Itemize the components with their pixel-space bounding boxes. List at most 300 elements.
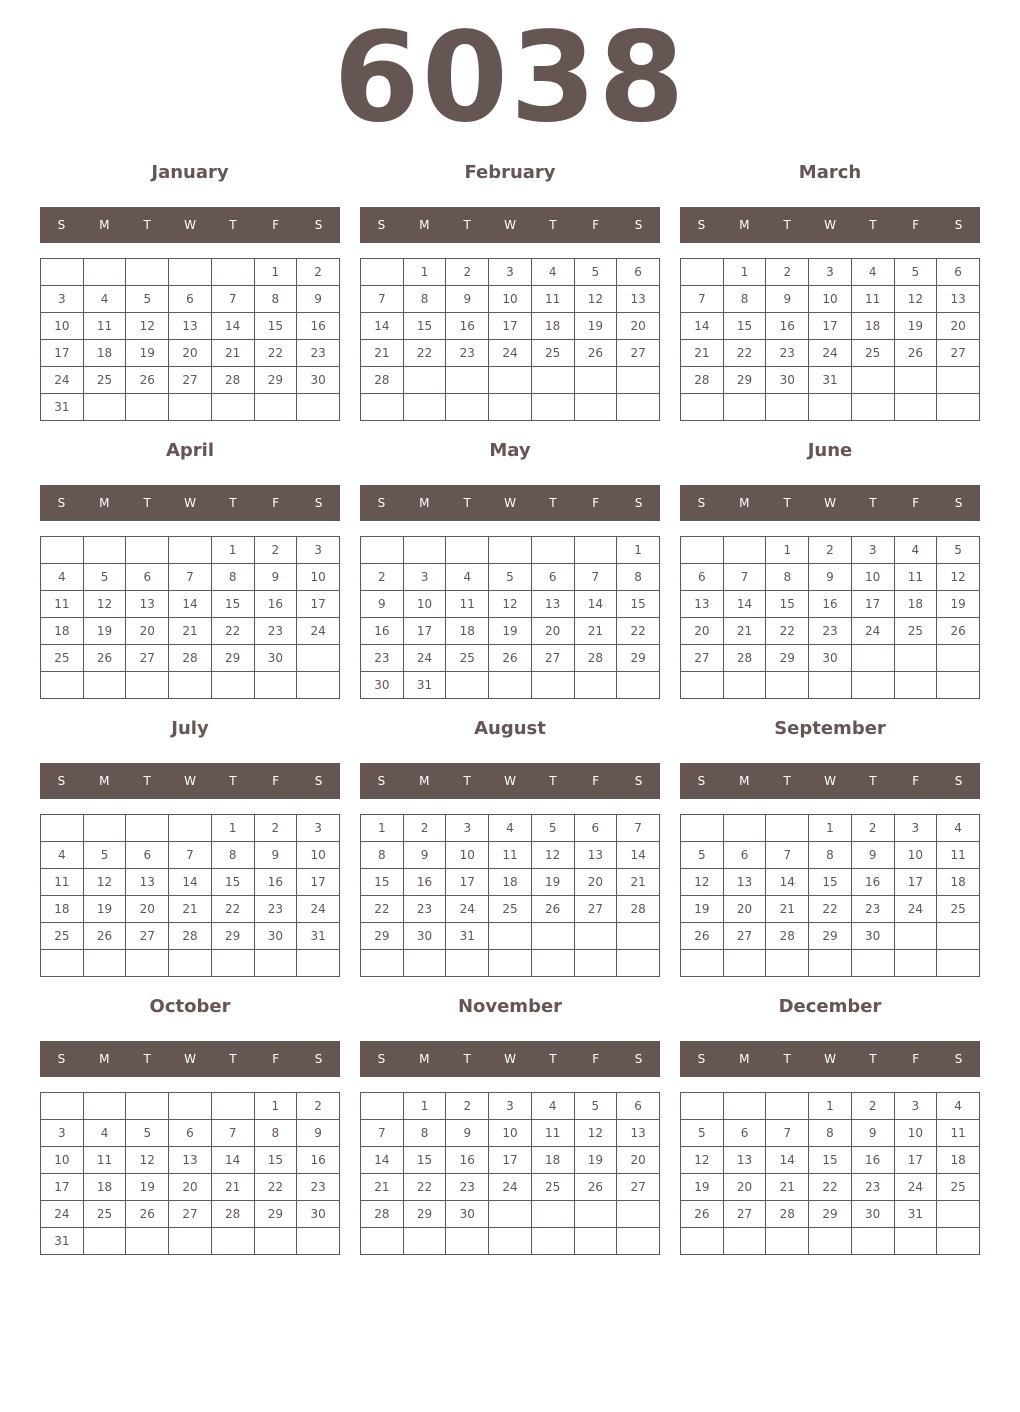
week-row bbox=[361, 367, 660, 394]
weekday-header bbox=[680, 485, 980, 521]
weekday-header bbox=[680, 763, 980, 799]
weekday-label: T bbox=[229, 218, 237, 232]
day-cell: 28 bbox=[681, 367, 724, 394]
day-cell: 19 bbox=[681, 1174, 724, 1201]
empty-day-cell bbox=[531, 367, 574, 394]
day-cell: 26 bbox=[531, 896, 574, 923]
day-cell: 28 bbox=[723, 645, 766, 672]
day-grid bbox=[360, 536, 660, 699]
empty-day-cell bbox=[297, 394, 340, 421]
week-row bbox=[41, 1174, 340, 1201]
weekday-label: M bbox=[739, 774, 750, 788]
day-cell: 30 bbox=[297, 367, 340, 394]
weekday-label: W bbox=[504, 1052, 516, 1066]
day-cell: 26 bbox=[574, 1174, 617, 1201]
day-cell: 7 bbox=[617, 815, 660, 842]
empty-day-cell bbox=[531, 950, 574, 977]
month-title: November bbox=[457, 996, 563, 1017]
empty-day-cell bbox=[83, 672, 126, 699]
day-cell: 1 bbox=[809, 815, 852, 842]
day-cell: 8 bbox=[403, 1120, 446, 1147]
empty-day-cell bbox=[41, 259, 84, 286]
day-cell: 26 bbox=[937, 618, 980, 645]
day-cell: 7 bbox=[361, 286, 404, 313]
empty-day-cell bbox=[766, 1093, 809, 1120]
empty-day-cell bbox=[169, 1093, 212, 1120]
weekday-label: M bbox=[419, 774, 430, 788]
day-cell: 3 bbox=[41, 1120, 84, 1147]
empty-day-cell bbox=[574, 950, 617, 977]
weekday-label: T bbox=[229, 774, 237, 788]
empty-day-cell bbox=[126, 950, 169, 977]
day-cell: 2 bbox=[254, 537, 297, 564]
week-row bbox=[361, 1120, 660, 1147]
day-cell: 4 bbox=[894, 537, 937, 564]
empty-day-cell bbox=[574, 672, 617, 699]
empty-day-cell bbox=[489, 1228, 532, 1255]
day-cell: 16 bbox=[851, 1147, 894, 1174]
day-cell: 15 bbox=[254, 313, 297, 340]
empty-day-cell bbox=[723, 815, 766, 842]
month-title: May bbox=[489, 440, 531, 461]
day-cell: 26 bbox=[894, 340, 937, 367]
week-row bbox=[41, 537, 340, 564]
day-cell: 25 bbox=[894, 618, 937, 645]
day-cell: 3 bbox=[489, 1093, 532, 1120]
day-cell: 1 bbox=[766, 537, 809, 564]
weekday-label: S bbox=[697, 496, 706, 510]
day-cell: 17 bbox=[894, 1147, 937, 1174]
day-cell: 5 bbox=[894, 259, 937, 286]
weekday-label: M bbox=[739, 496, 750, 510]
day-grid bbox=[680, 814, 980, 977]
day-cell: 4 bbox=[937, 1093, 980, 1120]
day-cell: 15 bbox=[809, 869, 852, 896]
empty-day-cell bbox=[531, 1228, 574, 1255]
day-cell: 19 bbox=[489, 618, 532, 645]
day-cell: 23 bbox=[254, 618, 297, 645]
empty-day-cell bbox=[894, 1228, 937, 1255]
day-cell: 22 bbox=[254, 340, 297, 367]
day-grid bbox=[360, 814, 660, 977]
weekday-label: F bbox=[912, 496, 920, 510]
empty-day-cell bbox=[894, 394, 937, 421]
day-cell: 20 bbox=[531, 618, 574, 645]
weekday-label: S bbox=[377, 1052, 386, 1066]
day-cell: 7 bbox=[766, 1120, 809, 1147]
empty-day-cell bbox=[297, 672, 340, 699]
day-cell: 29 bbox=[211, 923, 254, 950]
weekday-label: S bbox=[697, 218, 706, 232]
day-cell: 11 bbox=[83, 313, 126, 340]
day-cell: 7 bbox=[574, 564, 617, 591]
week-row bbox=[41, 1120, 340, 1147]
day-cell: 3 bbox=[489, 259, 532, 286]
empty-day-cell bbox=[254, 1228, 297, 1255]
day-cell: 19 bbox=[574, 313, 617, 340]
day-cell: 12 bbox=[531, 842, 574, 869]
empty-day-cell bbox=[169, 1228, 212, 1255]
empty-day-cell bbox=[851, 394, 894, 421]
day-cell: 24 bbox=[489, 1174, 532, 1201]
day-cell: 5 bbox=[126, 1120, 169, 1147]
day-cell: 8 bbox=[211, 564, 254, 591]
day-grid bbox=[680, 258, 980, 421]
day-cell: 11 bbox=[937, 842, 980, 869]
day-cell: 6 bbox=[723, 842, 766, 869]
week-row bbox=[681, 313, 980, 340]
day-cell: 7 bbox=[211, 1120, 254, 1147]
empty-day-cell bbox=[83, 1228, 126, 1255]
empty-day-cell bbox=[531, 923, 574, 950]
day-cell: 2 bbox=[851, 1093, 894, 1120]
day-cell: 10 bbox=[489, 1120, 532, 1147]
weekday-header bbox=[680, 207, 980, 243]
weekday-label: T bbox=[143, 496, 151, 510]
day-cell: 17 bbox=[489, 313, 532, 340]
week-row bbox=[681, 923, 980, 950]
weekday-label: S bbox=[314, 496, 323, 510]
day-cell: 21 bbox=[169, 618, 212, 645]
day-cell: 23 bbox=[809, 618, 852, 645]
week-row bbox=[361, 896, 660, 923]
weekday-header bbox=[40, 207, 340, 243]
empty-day-cell bbox=[531, 672, 574, 699]
day-cell: 10 bbox=[297, 842, 340, 869]
weekday-label: F bbox=[912, 774, 920, 788]
weekday-label: F bbox=[592, 774, 600, 788]
weekday-label: S bbox=[314, 774, 323, 788]
day-cell: 16 bbox=[297, 1147, 340, 1174]
empty-day-cell bbox=[403, 950, 446, 977]
empty-day-cell bbox=[531, 1201, 574, 1228]
empty-day-cell bbox=[531, 537, 574, 564]
weekday-label: T bbox=[783, 496, 791, 510]
week-row bbox=[361, 645, 660, 672]
day-grid bbox=[360, 1092, 660, 1255]
empty-day-cell bbox=[937, 1228, 980, 1255]
empty-day-cell bbox=[617, 1201, 660, 1228]
empty-day-cell bbox=[937, 672, 980, 699]
weekday-label: T bbox=[463, 1052, 471, 1066]
month-title: April bbox=[165, 440, 215, 461]
day-cell: 3 bbox=[894, 815, 937, 842]
day-cell: 24 bbox=[41, 367, 84, 394]
day-cell: 8 bbox=[403, 286, 446, 313]
day-cell: 4 bbox=[41, 564, 84, 591]
empty-day-cell bbox=[766, 950, 809, 977]
day-cell: 22 bbox=[254, 1174, 297, 1201]
day-cell: 29 bbox=[617, 645, 660, 672]
weekday-label: S bbox=[954, 774, 963, 788]
weekday-label: S bbox=[954, 496, 963, 510]
empty-day-cell bbox=[894, 367, 937, 394]
day-cell: 30 bbox=[766, 367, 809, 394]
day-cell: 25 bbox=[446, 645, 489, 672]
day-cell: 24 bbox=[297, 618, 340, 645]
weekday-label: F bbox=[272, 496, 280, 510]
day-cell: 28 bbox=[766, 923, 809, 950]
weekday-label: M bbox=[99, 218, 110, 232]
week-row bbox=[361, 869, 660, 896]
day-cell: 12 bbox=[574, 286, 617, 313]
day-cell: 31 bbox=[446, 923, 489, 950]
weekday-label: S bbox=[634, 218, 643, 232]
weekday-label: M bbox=[739, 218, 750, 232]
weekday-label: S bbox=[314, 218, 323, 232]
empty-day-cell bbox=[41, 537, 84, 564]
day-cell: 18 bbox=[83, 340, 126, 367]
day-cell: 21 bbox=[766, 1174, 809, 1201]
day-cell: 30 bbox=[297, 1201, 340, 1228]
day-cell: 7 bbox=[169, 564, 212, 591]
day-cell: 5 bbox=[681, 842, 724, 869]
month-title: March bbox=[798, 162, 862, 183]
week-row bbox=[361, 259, 660, 286]
day-cell: 18 bbox=[894, 591, 937, 618]
empty-day-cell bbox=[126, 259, 169, 286]
day-cell: 20 bbox=[617, 1147, 660, 1174]
week-row bbox=[361, 564, 660, 591]
day-cell: 24 bbox=[894, 896, 937, 923]
day-cell: 4 bbox=[446, 564, 489, 591]
empty-day-cell bbox=[489, 950, 532, 977]
day-cell: 24 bbox=[489, 340, 532, 367]
week-row bbox=[41, 896, 340, 923]
day-cell: 5 bbox=[489, 564, 532, 591]
day-cell: 20 bbox=[126, 896, 169, 923]
week-row bbox=[681, 259, 980, 286]
day-cell: 19 bbox=[83, 618, 126, 645]
day-cell: 22 bbox=[766, 618, 809, 645]
empty-day-cell bbox=[937, 394, 980, 421]
week-row bbox=[361, 923, 660, 950]
day-cell: 11 bbox=[83, 1147, 126, 1174]
weekday-label: S bbox=[57, 496, 66, 510]
weekday-label: S bbox=[314, 1052, 323, 1066]
day-cell: 25 bbox=[937, 896, 980, 923]
day-cell: 14 bbox=[169, 869, 212, 896]
empty-day-cell bbox=[723, 394, 766, 421]
empty-day-cell bbox=[531, 394, 574, 421]
day-cell: 30 bbox=[446, 1201, 489, 1228]
day-cell: 4 bbox=[83, 1120, 126, 1147]
week-row bbox=[361, 340, 660, 367]
day-cell: 13 bbox=[531, 591, 574, 618]
day-cell: 22 bbox=[809, 896, 852, 923]
day-cell: 27 bbox=[169, 367, 212, 394]
week-row bbox=[681, 896, 980, 923]
weekday-header bbox=[40, 485, 340, 521]
day-cell: 12 bbox=[681, 869, 724, 896]
weekday-header bbox=[360, 763, 660, 799]
day-cell: 17 bbox=[297, 869, 340, 896]
day-cell: 10 bbox=[894, 842, 937, 869]
week-row bbox=[681, 1201, 980, 1228]
day-cell: 25 bbox=[531, 1174, 574, 1201]
empty-day-cell bbox=[681, 672, 724, 699]
day-cell: 3 bbox=[851, 537, 894, 564]
empty-day-cell bbox=[489, 923, 532, 950]
empty-day-cell bbox=[83, 394, 126, 421]
empty-day-cell bbox=[41, 815, 84, 842]
day-cell: 21 bbox=[681, 340, 724, 367]
day-cell: 23 bbox=[297, 340, 340, 367]
empty-day-cell bbox=[41, 950, 84, 977]
empty-day-cell bbox=[446, 394, 489, 421]
empty-day-cell bbox=[681, 950, 724, 977]
empty-day-cell bbox=[126, 537, 169, 564]
day-cell: 27 bbox=[531, 645, 574, 672]
empty-day-cell bbox=[681, 815, 724, 842]
day-cell: 23 bbox=[403, 896, 446, 923]
day-cell: 5 bbox=[937, 537, 980, 564]
empty-day-cell bbox=[617, 950, 660, 977]
weekday-label: T bbox=[463, 218, 471, 232]
day-cell: 5 bbox=[83, 564, 126, 591]
weekday-label: W bbox=[184, 774, 196, 788]
week-row bbox=[681, 1174, 980, 1201]
day-cell: 14 bbox=[361, 1147, 404, 1174]
day-cell: 26 bbox=[83, 923, 126, 950]
day-cell: 27 bbox=[937, 340, 980, 367]
empty-day-cell bbox=[361, 394, 404, 421]
empty-day-cell bbox=[809, 950, 852, 977]
day-cell: 12 bbox=[489, 591, 532, 618]
empty-day-cell bbox=[41, 1093, 84, 1120]
empty-day-cell bbox=[169, 537, 212, 564]
day-cell: 11 bbox=[489, 842, 532, 869]
empty-day-cell bbox=[297, 645, 340, 672]
day-cell: 12 bbox=[83, 591, 126, 618]
weekday-label: T bbox=[869, 774, 877, 788]
week-row bbox=[41, 869, 340, 896]
weekday-label: S bbox=[697, 774, 706, 788]
week-row bbox=[41, 313, 340, 340]
weekday-label: F bbox=[592, 1052, 600, 1066]
day-cell: 29 bbox=[211, 645, 254, 672]
day-cell: 10 bbox=[41, 313, 84, 340]
week-row bbox=[681, 1147, 980, 1174]
empty-day-cell bbox=[489, 394, 532, 421]
day-cell: 30 bbox=[809, 645, 852, 672]
day-cell: 19 bbox=[531, 869, 574, 896]
day-cell: 21 bbox=[211, 340, 254, 367]
day-cell: 18 bbox=[531, 313, 574, 340]
day-cell: 15 bbox=[211, 591, 254, 618]
day-cell: 29 bbox=[766, 645, 809, 672]
day-cell: 19 bbox=[126, 1174, 169, 1201]
week-row bbox=[681, 537, 980, 564]
day-cell: 19 bbox=[681, 896, 724, 923]
empty-day-cell bbox=[937, 950, 980, 977]
day-cell: 15 bbox=[403, 1147, 446, 1174]
week-row bbox=[681, 367, 980, 394]
day-cell: 25 bbox=[83, 367, 126, 394]
weekday-label: W bbox=[504, 218, 516, 232]
weekday-label: W bbox=[184, 496, 196, 510]
day-cell: 22 bbox=[617, 618, 660, 645]
day-cell: 11 bbox=[41, 591, 84, 618]
day-cell: 22 bbox=[211, 896, 254, 923]
weekday-header bbox=[680, 1041, 980, 1077]
day-cell: 10 bbox=[894, 1120, 937, 1147]
day-cell: 24 bbox=[894, 1174, 937, 1201]
week-row bbox=[681, 645, 980, 672]
day-cell: 26 bbox=[574, 340, 617, 367]
day-cell: 7 bbox=[211, 286, 254, 313]
day-cell: 16 bbox=[446, 313, 489, 340]
empty-day-cell bbox=[617, 367, 660, 394]
weekday-label: M bbox=[99, 774, 110, 788]
day-cell: 14 bbox=[169, 591, 212, 618]
day-cell: 19 bbox=[126, 340, 169, 367]
empty-day-cell bbox=[297, 1228, 340, 1255]
weekday-label: M bbox=[419, 496, 430, 510]
empty-day-cell bbox=[617, 923, 660, 950]
week-row bbox=[361, 1174, 660, 1201]
day-cell: 20 bbox=[126, 618, 169, 645]
empty-day-cell bbox=[126, 672, 169, 699]
weekday-label: T bbox=[143, 218, 151, 232]
day-cell: 13 bbox=[574, 842, 617, 869]
weekday-label: T bbox=[549, 496, 557, 510]
day-cell: 19 bbox=[83, 896, 126, 923]
weekday-label: T bbox=[869, 496, 877, 510]
empty-day-cell bbox=[489, 672, 532, 699]
empty-day-cell bbox=[894, 950, 937, 977]
weekday-label: S bbox=[697, 1052, 706, 1066]
day-cell: 9 bbox=[446, 286, 489, 313]
day-cell: 25 bbox=[531, 340, 574, 367]
empty-day-cell bbox=[894, 923, 937, 950]
empty-day-cell bbox=[809, 672, 852, 699]
day-cell: 8 bbox=[723, 286, 766, 313]
day-cell: 2 bbox=[766, 259, 809, 286]
weekday-label: T bbox=[143, 774, 151, 788]
day-cell: 16 bbox=[254, 591, 297, 618]
day-cell: 19 bbox=[937, 591, 980, 618]
day-cell: 29 bbox=[403, 1201, 446, 1228]
weekday-label: M bbox=[419, 1052, 430, 1066]
month-title: June bbox=[807, 440, 853, 461]
day-cell: 15 bbox=[617, 591, 660, 618]
day-cell: 17 bbox=[446, 869, 489, 896]
day-cell: 20 bbox=[937, 313, 980, 340]
day-cell: 12 bbox=[681, 1147, 724, 1174]
day-cell: 3 bbox=[297, 537, 340, 564]
weekday-header bbox=[360, 485, 660, 521]
day-cell: 23 bbox=[851, 896, 894, 923]
day-cell: 24 bbox=[403, 645, 446, 672]
day-cell: 29 bbox=[254, 1201, 297, 1228]
weekday-label: W bbox=[824, 1052, 836, 1066]
week-row bbox=[41, 1093, 340, 1120]
weekday-label: T bbox=[783, 1052, 791, 1066]
empty-day-cell bbox=[937, 923, 980, 950]
week-row bbox=[41, 923, 340, 950]
day-cell: 24 bbox=[446, 896, 489, 923]
day-cell: 27 bbox=[169, 1201, 212, 1228]
week-row bbox=[361, 394, 660, 421]
day-cell: 9 bbox=[403, 842, 446, 869]
empty-day-cell bbox=[617, 1228, 660, 1255]
day-cell: 21 bbox=[361, 1174, 404, 1201]
day-cell: 5 bbox=[574, 1093, 617, 1120]
week-row bbox=[41, 672, 340, 699]
empty-day-cell bbox=[723, 672, 766, 699]
day-cell: 31 bbox=[403, 672, 446, 699]
